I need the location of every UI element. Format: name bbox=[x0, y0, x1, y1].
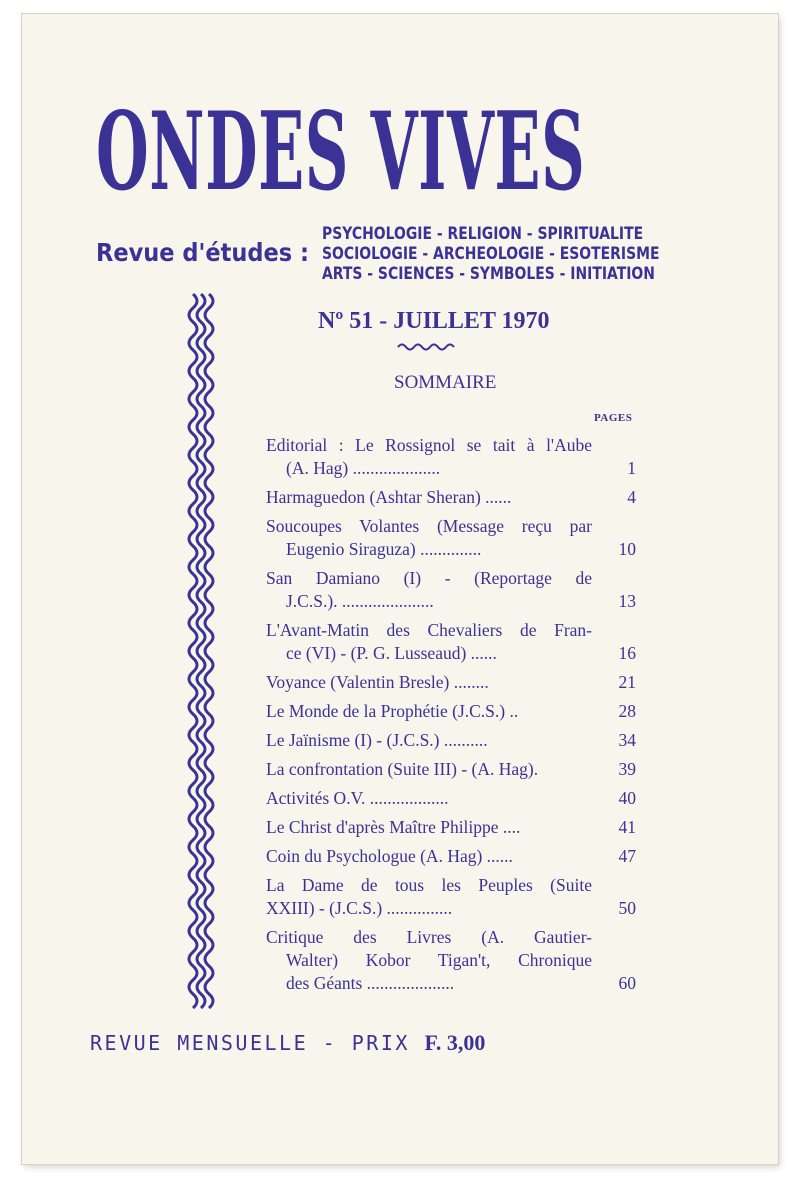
toc-entry bbox=[266, 758, 636, 781]
toc-entry-title: Le Monde de la Prophétie (J.C.S.) .. bbox=[266, 701, 519, 721]
magazine-title: ONDES VIVES bbox=[96, 89, 586, 215]
toc-page-number: 4 bbox=[627, 487, 636, 507]
toc-page-number: 60 bbox=[618, 973, 636, 993]
topic-line: ARTS - SCIENCES - SYMBOLES - INITIATION bbox=[322, 264, 655, 284]
toc-entry bbox=[266, 926, 636, 995]
toc-entry bbox=[266, 729, 636, 752]
contents-heading: SOMMAIRE bbox=[394, 372, 497, 393]
toc-page-number: 47 bbox=[618, 846, 636, 866]
toc-entry bbox=[266, 700, 636, 723]
revue-label: Revue d'études : bbox=[96, 238, 309, 267]
toc-entry-author: J.C.S.). ..................... bbox=[286, 591, 434, 611]
footer-text: REVUE MENSUELLE - PRIX bbox=[90, 1031, 410, 1055]
toc-page-number: 13 bbox=[618, 591, 636, 611]
toc-entry bbox=[266, 787, 636, 810]
table-of-contents bbox=[266, 434, 636, 995]
toc-entry bbox=[266, 845, 636, 868]
toc-entry-author: ce (VI) - (P. G. Lusseaud) ...... bbox=[286, 643, 497, 663]
pages-label: PAGES bbox=[594, 412, 633, 424]
toc-page-number: 16 bbox=[618, 643, 636, 663]
toc-entry-title: San Damiano (I) - (Reportage de bbox=[266, 568, 592, 588]
footer bbox=[90, 1030, 485, 1056]
masthead bbox=[96, 89, 644, 215]
toc-entry-author: (A. Hag) .................... bbox=[286, 458, 441, 478]
topic-line: SOCIOLOGIE - ARCHEOLOGIE - ESOTERISME bbox=[322, 244, 660, 264]
toc-entry bbox=[266, 619, 636, 665]
toc-page-number: 39 bbox=[618, 759, 636, 779]
toc-page-number: 34 bbox=[618, 730, 636, 750]
toc-entry-title: Le Jaïnisme (I) - (J.C.S.) .......... bbox=[266, 730, 488, 750]
toc-page-number: 1 bbox=[627, 458, 636, 478]
toc-page-number: 50 bbox=[618, 898, 636, 918]
toc-entry-title: Voyance (Valentin Bresle) ........ bbox=[266, 672, 489, 692]
topics-list bbox=[322, 224, 660, 284]
toc-entry-title: L'Avant-Matin des Chevaliers de Fran- bbox=[266, 620, 592, 640]
toc-entry-title: Critique des Livres (A. Gautier- bbox=[266, 927, 592, 947]
toc-page-number: 41 bbox=[618, 817, 636, 837]
toc-page-number: 21 bbox=[618, 672, 636, 692]
toc-entry-title: Harmaguedon (Ashtar Sheran) ...... bbox=[266, 487, 512, 507]
toc-entry-author: Eugenio Siraguza) .............. bbox=[286, 539, 482, 559]
toc-page-number: 28 bbox=[618, 701, 636, 721]
toc-entry-author: Walter) Kobor Tigan't, Chronique bbox=[286, 950, 592, 970]
toc-entry-title: Activités O.V. .................. bbox=[266, 788, 449, 808]
squiggle-ornament bbox=[396, 342, 460, 352]
toc-entry-author: XXIII) - (J.C.S.) ............... bbox=[266, 898, 453, 918]
toc-entry-title: Coin du Psychologue (A. Hag) ...... bbox=[266, 846, 513, 866]
topic-line: PSYCHOLOGIE - RELIGION - SPIRITUALITE bbox=[322, 224, 644, 244]
toc-entry-title: Le Christ d'après Maître Philippe .... bbox=[266, 817, 521, 837]
issue-number: Nº 51 - JUILLET 1970 bbox=[318, 308, 550, 334]
toc-entry bbox=[266, 434, 636, 480]
toc-entry-title: Editorial : Le Rossignol se tait à l'Aube bbox=[266, 435, 592, 455]
price: F. 3,00 bbox=[424, 1030, 486, 1055]
toc-page-number: 40 bbox=[618, 788, 636, 808]
toc-entry bbox=[266, 567, 636, 613]
toc-entry bbox=[266, 671, 636, 694]
toc-entry bbox=[266, 486, 636, 509]
toc-page-number: 10 bbox=[618, 539, 636, 559]
toc-entry bbox=[266, 816, 636, 839]
wavy-border-ornament bbox=[184, 290, 218, 1010]
toc-entry bbox=[266, 515, 636, 561]
toc-entry-title: La Dame de tous les Peuples (Suite bbox=[266, 875, 592, 895]
toc-entry-subtitle: des Géants .................... bbox=[286, 973, 455, 993]
toc-entry-title: Soucoupes Volantes (Message reçu par bbox=[266, 516, 592, 536]
toc-entry bbox=[266, 874, 636, 920]
toc-entry-title: La confrontation (Suite III) - (A. Hag). bbox=[266, 759, 539, 779]
